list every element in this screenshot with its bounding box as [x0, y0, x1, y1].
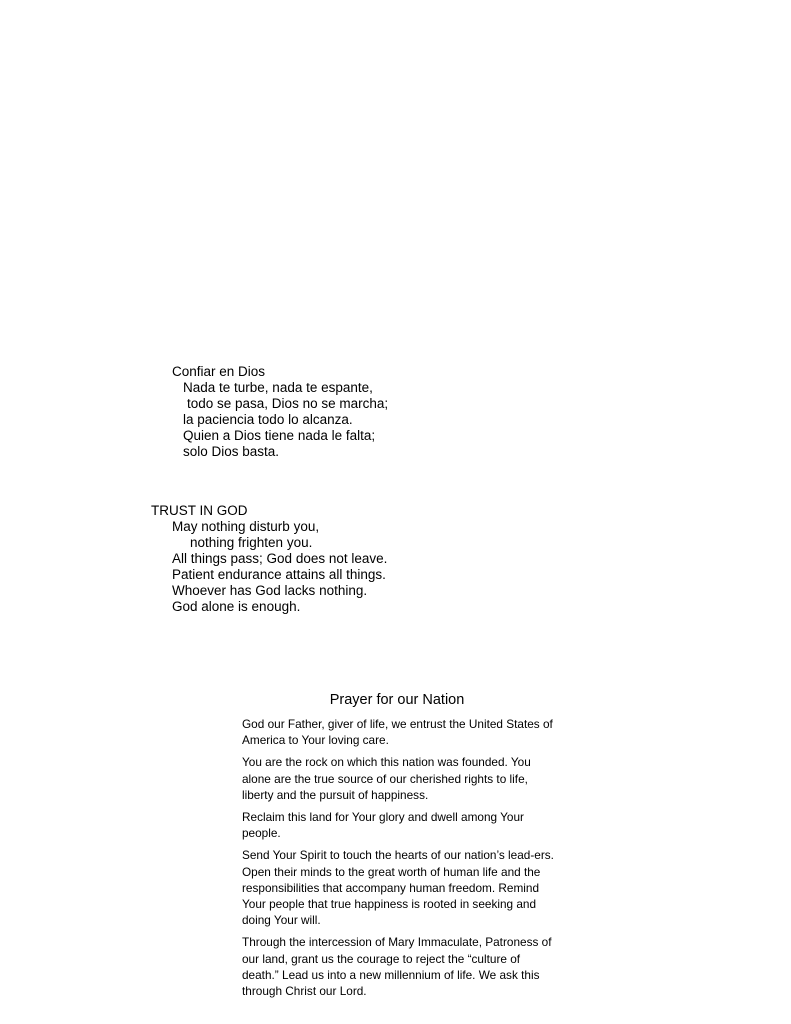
spanish-poem-line: la paciencia todo lo alcanza.	[183, 412, 353, 427]
english-poem-line: All things pass; God does not leave.	[172, 551, 388, 566]
spanish-poem-line: solo Dios basta.	[183, 444, 280, 459]
spanish-poem-line: Nada te turbe, nada te espante,	[183, 380, 373, 395]
english-poem-line: May nothing disturb you,	[172, 519, 320, 534]
english-poem-line: Whoever has God lacks nothing.	[172, 583, 368, 598]
english-poem-title: TRUST IN GOD	[151, 503, 248, 518]
english-poem-line: nothing frighten you.	[190, 535, 313, 550]
prayer-body	[242, 716, 554, 1005]
prayer-paragraph: Reclaim this land for Your glory and dwell among Your people.	[242, 810, 524, 841]
prayer-paragraph: Open their minds to the great worth of human life and the responsibilities that accompany human freedom. Remind Your people that true happiness is rooted in seeking and doing Your will.	[242, 864, 541, 928]
spanish-poem-title: Confiar en Dios	[172, 364, 266, 379]
spanish-poem-line: Quien a Dios tiene nada le falta;	[183, 428, 376, 443]
prayer-paragraph: Through the intercession of Mary Immaculate, Patroness of our land, grant us the courage to reject the “culture of death.” Lead us into a new millennium of life. We ask this through Christ our Lord.	[242, 935, 552, 999]
english-poem-line: God alone is enough.	[172, 599, 301, 614]
prayer-paragraph: You are the rock on which this nation was founded. You alone are the true source of our cherished rights to life, liberty and the pursuit of happiness.	[242, 755, 531, 802]
prayer-paragraph: God our Father, giver of life, we entrust the United States of America to Your loving care.	[242, 717, 553, 748]
english-poem-line: Patient endurance attains all things.	[172, 567, 386, 582]
prayer-paragraph: Send Your Spirit to touch the hearts of our nation’s lead-ers.	[242, 848, 554, 863]
spanish-poem-line: todo se pasa, Dios no se marcha;	[187, 396, 389, 411]
prayer-title: Prayer for our Nation	[329, 692, 465, 708]
